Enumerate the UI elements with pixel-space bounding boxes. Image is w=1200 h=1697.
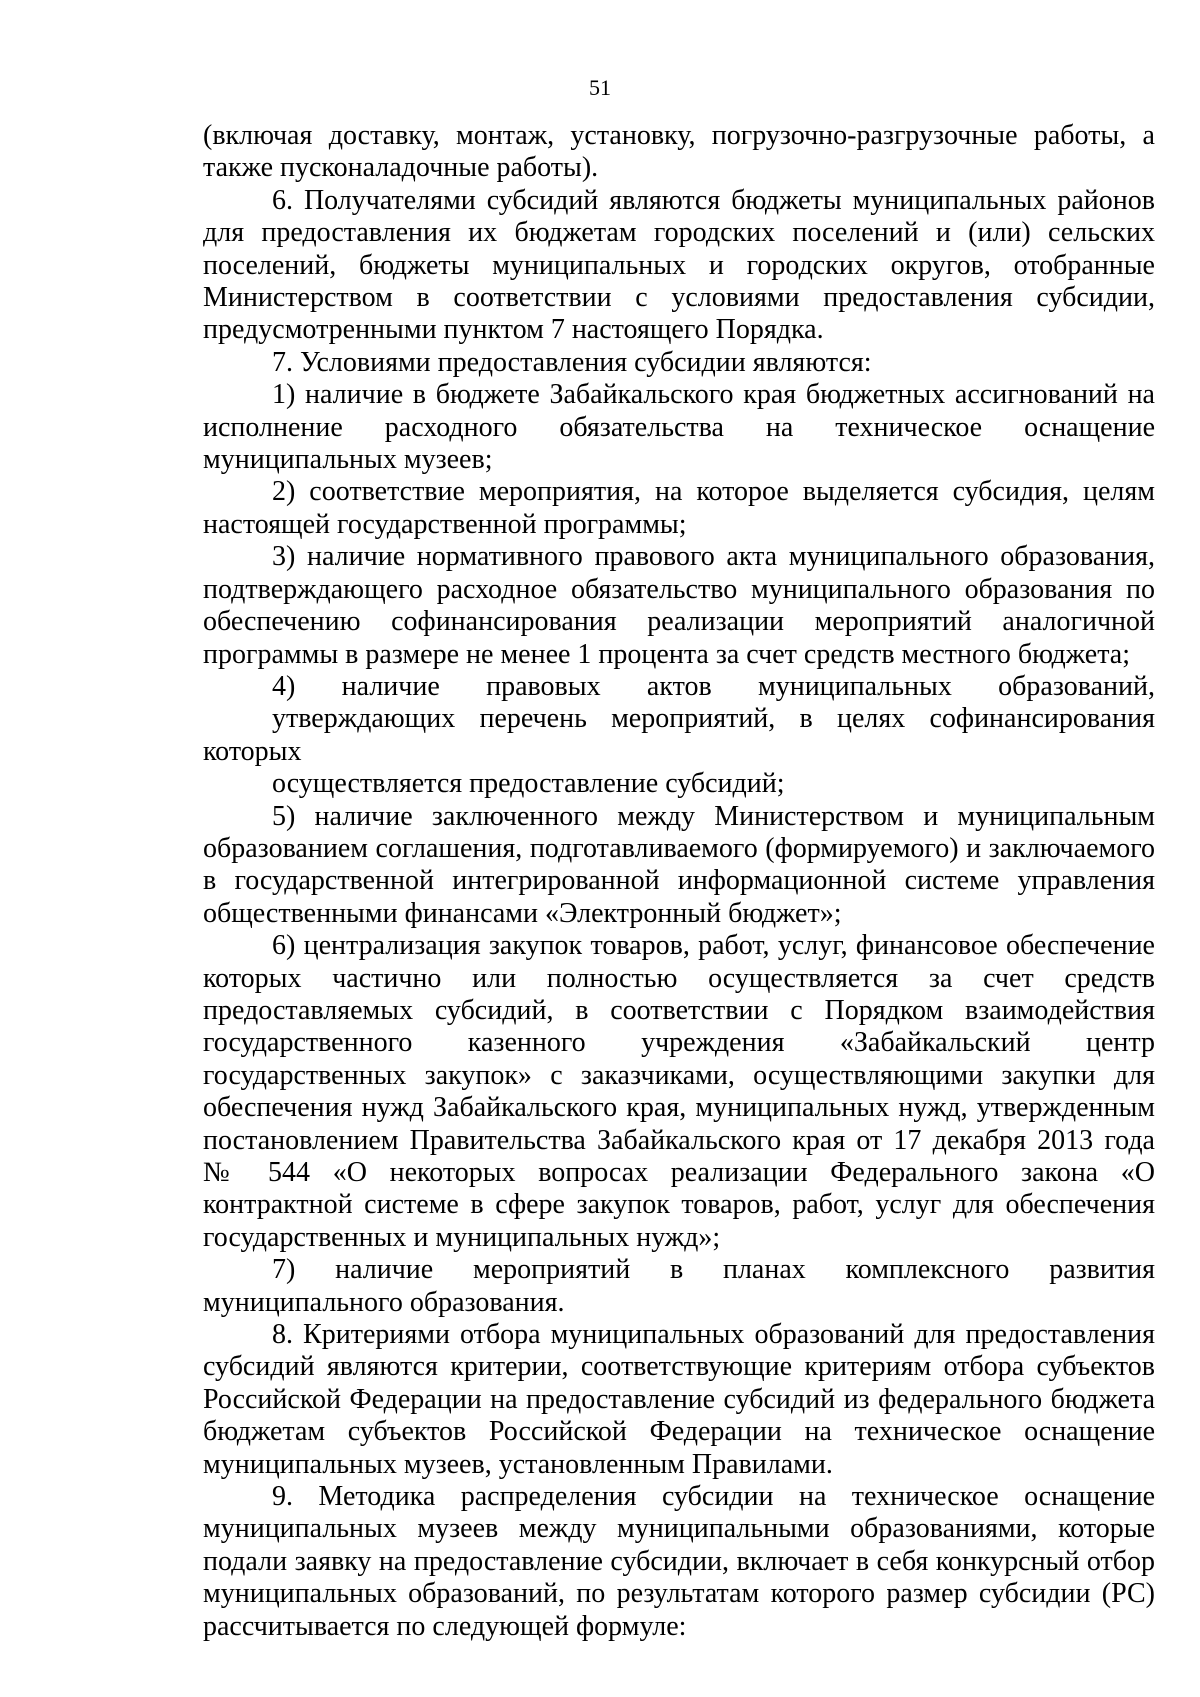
list-item-7-7: 7) наличие мероприятий в планах комплексного развития муниципального образования. (203, 1254, 1155, 1318)
list-item-7-4-line: 4) наличие правовых актов муниципальных образований, (272, 670, 1155, 702)
list-item-7-5: 5) наличие заключенного между Министерством и муниципальным образованием соглашения, подготавливаемого (формируемого) и заключаемого в государственной интегрированной информационной системе управления общественными финансами «Электронный бюджет»; (203, 800, 1155, 929)
paragraph-8: 8. Критериями отбора муниципальных образований для предоставления субсидий являются критерии, соответствующие критериям отбора субъектов Российской Федерации на предоставление субсидий из федерального бюджета бюджетам субъектов Российской Федерации на техническое оснащение муниципальных музеев, установленным Правилами. (203, 1319, 1155, 1480)
paragraph-7: 7. Условиями предоставления субсидии являются: (272, 346, 872, 378)
list-item-7-4 (203, 671, 1155, 801)
page-number: 51 (589, 75, 611, 100)
list-item-7-1: 1) наличие в бюджете Забайкальского края бюджетных ассигнований на исполнение расходного обязательства на техническое оснащение муниципальных музеев; (203, 379, 1155, 476)
list-item-7-4-line: осуществляется предоставление субсидий; (272, 768, 785, 800)
paragraph-6: 6. Получателями субсидий являются бюджеты муниципальных районов для предоставления их бюджетам городских поселений и (или) сельских поселений, бюджеты муниципальных и городских округов, отобранные Министерством в соответствии с условиями предоставления субсидии, предусмотренными пунктом 7 настоящего Порядка. (203, 184, 1155, 346)
list-item-7-6: 6) централизация закупок товаров, работ, услуг, финансовое обеспечение которых частично или полностью осуществляется за счет средств предоставляемых субсидий, в соответствии с Порядком взаимодействия государственного казенного учреждения «Забайкальский центр государственных закупок» с заказчиками, осуществляющими закупки для обеспечения нужд Забайкальского края, муниципальных нужд, утвержденным постановлением Правительства Забайкальского края от 17 декабря 2013 года № 544 «О некоторых вопросах реализации Федерального закона «О контрактной системе в сфере закупок товаров, работ, услуг для обеспечения государственных и муниципальных нужд»; (203, 930, 1155, 1253)
body-text (203, 120, 1155, 1643)
paragraph-continuation: (включая доставку, монтаж, установку, погрузочно-разгрузочные работы, а также пусконаладочные работы). (203, 120, 1155, 184)
list-item-7-4-line: утверждающих перечень мероприятий, в целях софинансирования которых (203, 703, 1155, 767)
list-item-7-2: 2) соответствие мероприятия, на которое выделяется субсидия, целям настоящей государственной программы; (203, 476, 1155, 540)
paragraph-9: 9. Методика распределения субсидии на техническое оснащение муниципальных музеев между муниципальными образованиями, которые подали заявку на предоставление субсидии, включает в себя конкурсный отбор муниципальных образований, по результатам которого размер субсидии (РС) рассчитывается по следующей формуле: (203, 1481, 1155, 1642)
list-item-7-3: 3) наличие нормативного правового акта муниципального образования, подтверждающего расходное обязательство муниципального образования по обеспечению софинансирования реализации мероприятий аналогичной программы в размере не менее 1 процента за счет средств местного бюджета; (203, 541, 1155, 670)
